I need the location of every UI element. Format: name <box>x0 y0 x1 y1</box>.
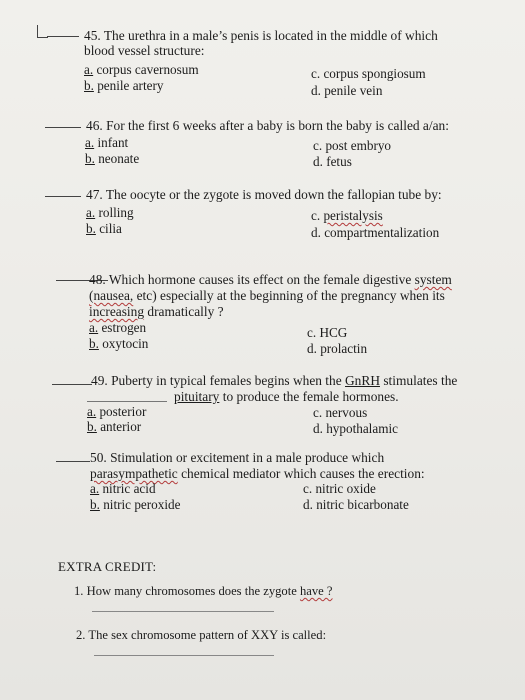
option-text: nitric oxide <box>315 481 376 496</box>
option-letter: d. <box>313 421 323 436</box>
question-49-option-c <box>313 406 367 420</box>
question-48-flagged-word: increasing <box>89 304 145 319</box>
question-48-flagged-word: (nausea, <box>89 288 134 303</box>
question-47-option-d <box>311 226 439 240</box>
option-letter: b. <box>87 419 97 434</box>
question-49-option-b <box>87 420 141 434</box>
option-text: infant <box>97 135 129 150</box>
option-text: posterior <box>99 404 147 419</box>
option-text: anterior <box>100 419 142 434</box>
extra-credit-question-1 <box>74 584 332 599</box>
question-50-flagged-word: parasympathetic <box>90 466 178 481</box>
option-text: corpus spongiosum <box>323 66 426 81</box>
question-45-text-1: The urethra in a male’s penis is located in the middle of which <box>103 28 438 43</box>
question-48-line-3 <box>89 304 224 319</box>
option-letter: c. <box>313 405 323 420</box>
question-47-option-b <box>86 222 122 236</box>
question-49-option-a <box>87 405 146 419</box>
question-50-option-d <box>303 498 409 512</box>
option-letter: b. <box>89 336 99 351</box>
question-47-option-c <box>311 209 383 223</box>
question-45-line-2 <box>84 43 205 58</box>
option-text: hypothalamic <box>326 421 398 436</box>
option-text: corpus cavernosum <box>96 62 199 77</box>
question-48-text-3: dramatically ? <box>144 304 224 319</box>
option-letter: d. <box>313 154 323 169</box>
question-45-number: 45. <box>84 28 101 43</box>
extra-credit-q1-answer-line <box>92 611 274 612</box>
option-letter: a. <box>86 205 96 220</box>
option-letter: c. <box>311 66 321 81</box>
option-text: nitric peroxide <box>103 497 181 512</box>
option-text: cilia <box>99 221 122 236</box>
option-text: rolling <box>98 205 134 220</box>
question-48-flagged-word: system <box>414 272 452 287</box>
option-text: compartmentalization <box>324 225 440 240</box>
question-50-option-a <box>90 482 156 496</box>
question-50-line-1 <box>90 450 384 465</box>
option-letter: c. <box>307 325 317 340</box>
option-letter: a. <box>87 404 97 419</box>
question-46-option-a <box>85 136 128 150</box>
question-47-option-a <box>86 206 134 220</box>
question-45-option-d <box>311 84 382 98</box>
question-46-option-b <box>85 152 139 166</box>
question-49-underlined-word: GnRH <box>345 373 380 388</box>
answer-blank-47 <box>45 196 81 197</box>
option-text: nitric acid <box>102 481 156 496</box>
option-text: estrogen <box>101 320 147 335</box>
option-text: post embryo <box>325 138 392 153</box>
option-letter: c. <box>311 208 321 223</box>
question-48-line-1 <box>89 272 452 287</box>
question-45-option-c <box>311 67 426 81</box>
question-48-text-1: Which hormone causes its effect on the female digestive <box>108 272 415 287</box>
question-49-text-2: to produce the female hormones. <box>219 389 399 404</box>
extra-credit-q1-number: 1. <box>74 584 84 598</box>
answer-blank-50 <box>56 461 90 462</box>
option-text: penile vein <box>324 83 383 98</box>
extra-credit-q2-text: The sex chromosome pattern of XXY is called: <box>88 628 327 642</box>
option-text: prolactin <box>320 341 368 356</box>
option-text: peristalysis <box>323 208 383 223</box>
extra-credit-title: EXTRA CREDIT: <box>58 559 157 574</box>
answer-blank-49 <box>52 384 92 385</box>
option-letter: b. <box>90 497 100 512</box>
question-47-number: 47. <box>86 187 103 202</box>
question-49-underline-blank <box>87 401 167 402</box>
option-text: HCG <box>319 325 348 340</box>
question-47-line-1 <box>86 187 442 202</box>
question-49-line-1 <box>91 373 457 388</box>
extra-credit-q2-number: 2. <box>76 628 86 642</box>
option-text: oxytocin <box>102 336 149 351</box>
extra-credit-q2-answer-line <box>94 655 274 656</box>
question-47-text-1: The oocyte or the zygote is moved down the fallopian tube by: <box>105 187 442 202</box>
question-49-text-1: Puberty in typical females begins when the <box>111 373 346 388</box>
question-48-number: 48. <box>89 272 106 287</box>
option-text: penile artery <box>97 78 164 93</box>
question-50-text-1: Stimulation or excitement in a male produce which <box>110 450 385 465</box>
question-45-line-1 <box>84 28 438 43</box>
question-49-option-d <box>313 422 398 436</box>
answer-blank-46 <box>45 127 81 128</box>
question-46-option-d <box>313 155 352 169</box>
option-letter: d. <box>311 83 321 98</box>
option-letter: a. <box>90 481 100 496</box>
extra-credit-q1-flagged-word: have ? <box>299 584 333 598</box>
answer-blank-45 <box>47 36 79 37</box>
option-text: fetus <box>326 154 352 169</box>
question-48-text-2: etc) especially at the beginning of the pregnancy when its <box>133 288 445 303</box>
option-letter: d. <box>311 225 321 240</box>
question-49-underlined-word: pituitary <box>174 389 220 404</box>
option-letter: c. <box>313 138 323 153</box>
option-letter: b. <box>86 221 96 236</box>
option-letter: c. <box>303 481 313 496</box>
question-48-option-b <box>89 337 148 351</box>
extra-credit-question-2 <box>76 628 326 643</box>
question-50-number: 50. <box>90 450 107 465</box>
question-46-text-1: For the first 6 weeks after a baby is born the baby is called a/an: <box>106 118 449 133</box>
option-letter: a. <box>85 135 95 150</box>
option-letter: b. <box>85 151 95 166</box>
option-letter: d. <box>303 497 313 512</box>
option-text: nervous <box>325 405 368 420</box>
question-46-option-c <box>313 139 391 153</box>
option-text: neonate <box>98 151 140 166</box>
question-45-text-2: blood vessel structure: <box>84 43 205 58</box>
question-50-option-c <box>303 482 376 496</box>
question-48-option-d <box>307 342 367 356</box>
question-50-option-b <box>90 498 180 512</box>
question-50-text-2: chemical mediator which causes the erection: <box>177 466 425 481</box>
question-48-option-a <box>89 321 146 335</box>
question-45-option-a <box>84 63 199 77</box>
question-46-line-1 <box>86 118 449 133</box>
option-letter: b. <box>84 78 94 93</box>
option-letter: a. <box>84 62 94 77</box>
question-49-line-2 <box>174 389 399 404</box>
question-46-number: 46. <box>86 118 103 133</box>
question-48-option-c <box>307 326 347 340</box>
question-45-option-b <box>84 79 163 93</box>
question-49-text-1b: stimulates the <box>379 373 458 388</box>
option-letter: a. <box>89 320 99 335</box>
question-48-line-2 <box>89 288 445 303</box>
question-50-line-2 <box>90 466 425 481</box>
question-49-number: 49. <box>91 373 108 388</box>
option-text: nitric bicarbonate <box>316 497 409 512</box>
option-letter: d. <box>307 341 317 356</box>
extra-credit-q1-text: How many chromosomes does the zygote <box>86 584 300 598</box>
